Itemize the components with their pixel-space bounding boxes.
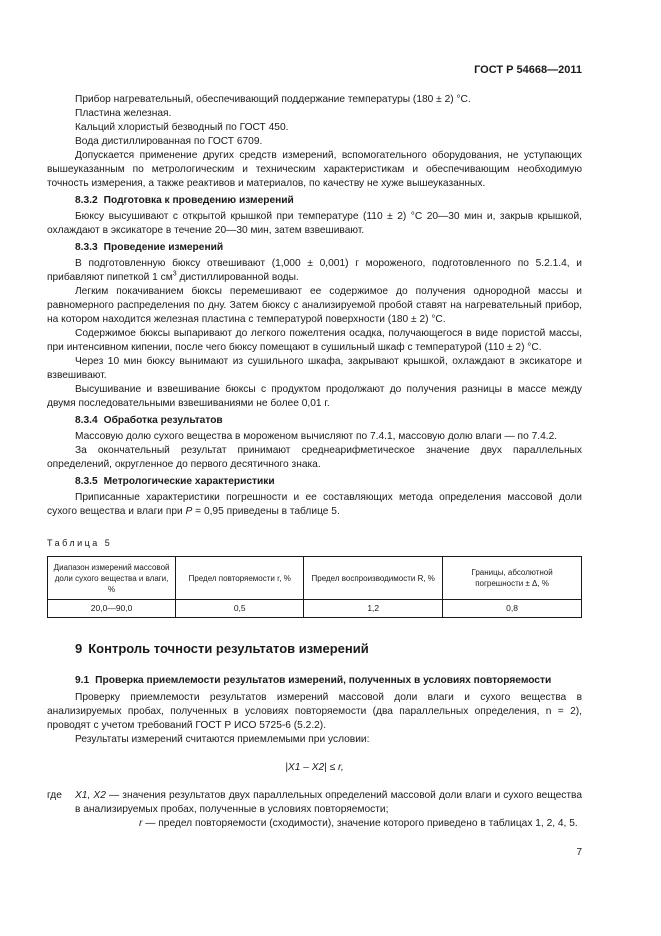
section-8-3-5-heading: 8.3.5 Метрологические характеристики <box>75 476 275 487</box>
section-8-3-2-text: Бюксу высушивают с открытой крышкой при температуре (110 ± 2) °С 20—30 мин и, закрыв крышкой, охлаждают в эксикаторе в течение 20—30 мин, затем взвешивают. <box>47 211 582 236</box>
table-header-repeatability: Предел повторяемости r, % <box>176 557 304 600</box>
table-cell-repeatability: 0,5 <box>176 600 304 618</box>
section-8-3-3-p1: В подготовленную бюксу отвешивают (1,000 ± 0,001) г мороженого, подготовленного по 5.2.1.4, и прибавляют пипеткой 1 $см^3$ дистиллированной воды. <box>47 258 582 283</box>
section-8-3-3-p2: Легким покачиванием бюксы перемешивают ее содержимое до получения однородной массы и равномерного распределения по дну. Затем бюксу с анализируемой пробой ставят на нагревательный прибор, на котором находится железная пластина с температурой поверхности (180 ± 2) °С. <box>47 286 582 325</box>
section-9-1-p1: Проверку приемлемости результатов измерений массовой доли влаги и сухого вещества в анализируемых пробах, полученных в условиях повторяемости (два параллельных определения, n = 2), проводят с учетом требований ГОСТ Р ИСО 5725-6 (5.2.2). <box>47 692 582 731</box>
table-cell-range: 20,0—90,0 <box>48 600 176 618</box>
table-header-reproducibility: Предел воспроизводимости R, % <box>304 557 443 600</box>
section-8-3-4-p1: Массовую долю сухого вещества в мороженом вычисляют по 7.4.1, массовую долю влаги — по 7.4.2. <box>75 431 558 442</box>
page-content <box>47 93 582 831</box>
page-number: 7 <box>576 847 582 858</box>
table-row <box>48 600 582 618</box>
table-cell-reproducibility: 1,2 <box>304 600 443 618</box>
where-definition-x: где X1, X2 — значения результатов двух параллельных определений массовой доли влаги и сухого вещества в анализируемых пробах, полученные в условиях повторяемости; <box>47 790 582 815</box>
intro-item-plate: Пластина железная. <box>75 108 172 119</box>
table-header-range: Диапазон измерений массовой доли сухого вещества и влаги, % <box>48 557 176 600</box>
section-8-3-3-p4: Через 10 мин бюксу вынимают из сушильного шкафа, закрывают крышкой, охлаждают в эксикаторе и взвешивают. <box>47 356 582 381</box>
intro-item-heater: Прибор нагревательный, обеспечивающий поддержание температуры (180 ± 2) °С. <box>75 94 471 105</box>
intro-item-water: Вода дистиллированная по ГОСТ 6709. <box>75 136 263 147</box>
intro-allowance: Допускается применение других средств измерений, вспомогательного оборудования, не уступающих вышеуказанным по метрологическим и техническим характеристикам и обеспечивающим необходимую точность измерения, а также реактивов и материалов, по качеству не хуже вышеуказанных. <box>47 150 582 189</box>
table-caption: Таблица 5 <box>47 538 113 548</box>
section-8-3-4-p2: За окончательный результат принимают среднеарифметическое значение двух параллельных определений, округленное до первого десятичного знака. <box>47 445 582 470</box>
section-8-3-2-heading: 8.3.2 Подготовка к проведению измерений <box>75 195 294 206</box>
section-8-3-3-p5: Высушивание и взвешивание бюксы с продуктом продолжают до получения разницы в массе между двумя последовательными взвешиваниями не более 0,01 г. <box>47 384 582 409</box>
metrology-table <box>47 556 582 618</box>
formula-repeatability: |X1 – X2| ≤ r, <box>285 762 344 773</box>
section-9-1-heading: 9.1 Проверка приемлемости результатов измерений, полученных в условиях повторяемости <box>75 675 552 686</box>
intro-item-calcium: Кальций хлористый безводный по ГОСТ 450. <box>75 122 289 133</box>
section-8-3-3-p3: Содержимое бюксы выпаривают до легкого пожелтения осадка, получающегося в виде пористой массы, при интенсивном кипении, после чего бюксу помещают в сушильный шкаф с температурой (110 ± 2) °С. <box>47 328 582 353</box>
section-9-1-p2: Результаты измерений считаются приемлемыми при условии: <box>75 734 370 745</box>
where-definition-r: r — предел повторяемости (сходимости), значение которого приведено в таблицах 1, 2, 4, 5. <box>139 818 578 829</box>
section-9-heading: 9 Контроль точности результатов измерений <box>75 641 369 656</box>
table-cell-error: 0,8 <box>443 600 582 618</box>
table-header-row <box>48 557 582 600</box>
document-header: ГОСТ Р 54668—2011 <box>474 64 582 76</box>
section-8-3-3-heading: 8.3.3 Проведение измерений <box>75 242 224 253</box>
section-8-3-5-p1: Приписанные характеристики погрешности и ее составляющих метода определения массовой доли сухого вещества и влаги при Р = 0,95 приведены в таблице 5. <box>47 492 582 517</box>
section-8-3-4-heading: 8.3.4 Обработка результатов <box>75 415 223 426</box>
table-header-error: Границы, абсолютной погрешности ± Δ, % <box>443 557 582 600</box>
